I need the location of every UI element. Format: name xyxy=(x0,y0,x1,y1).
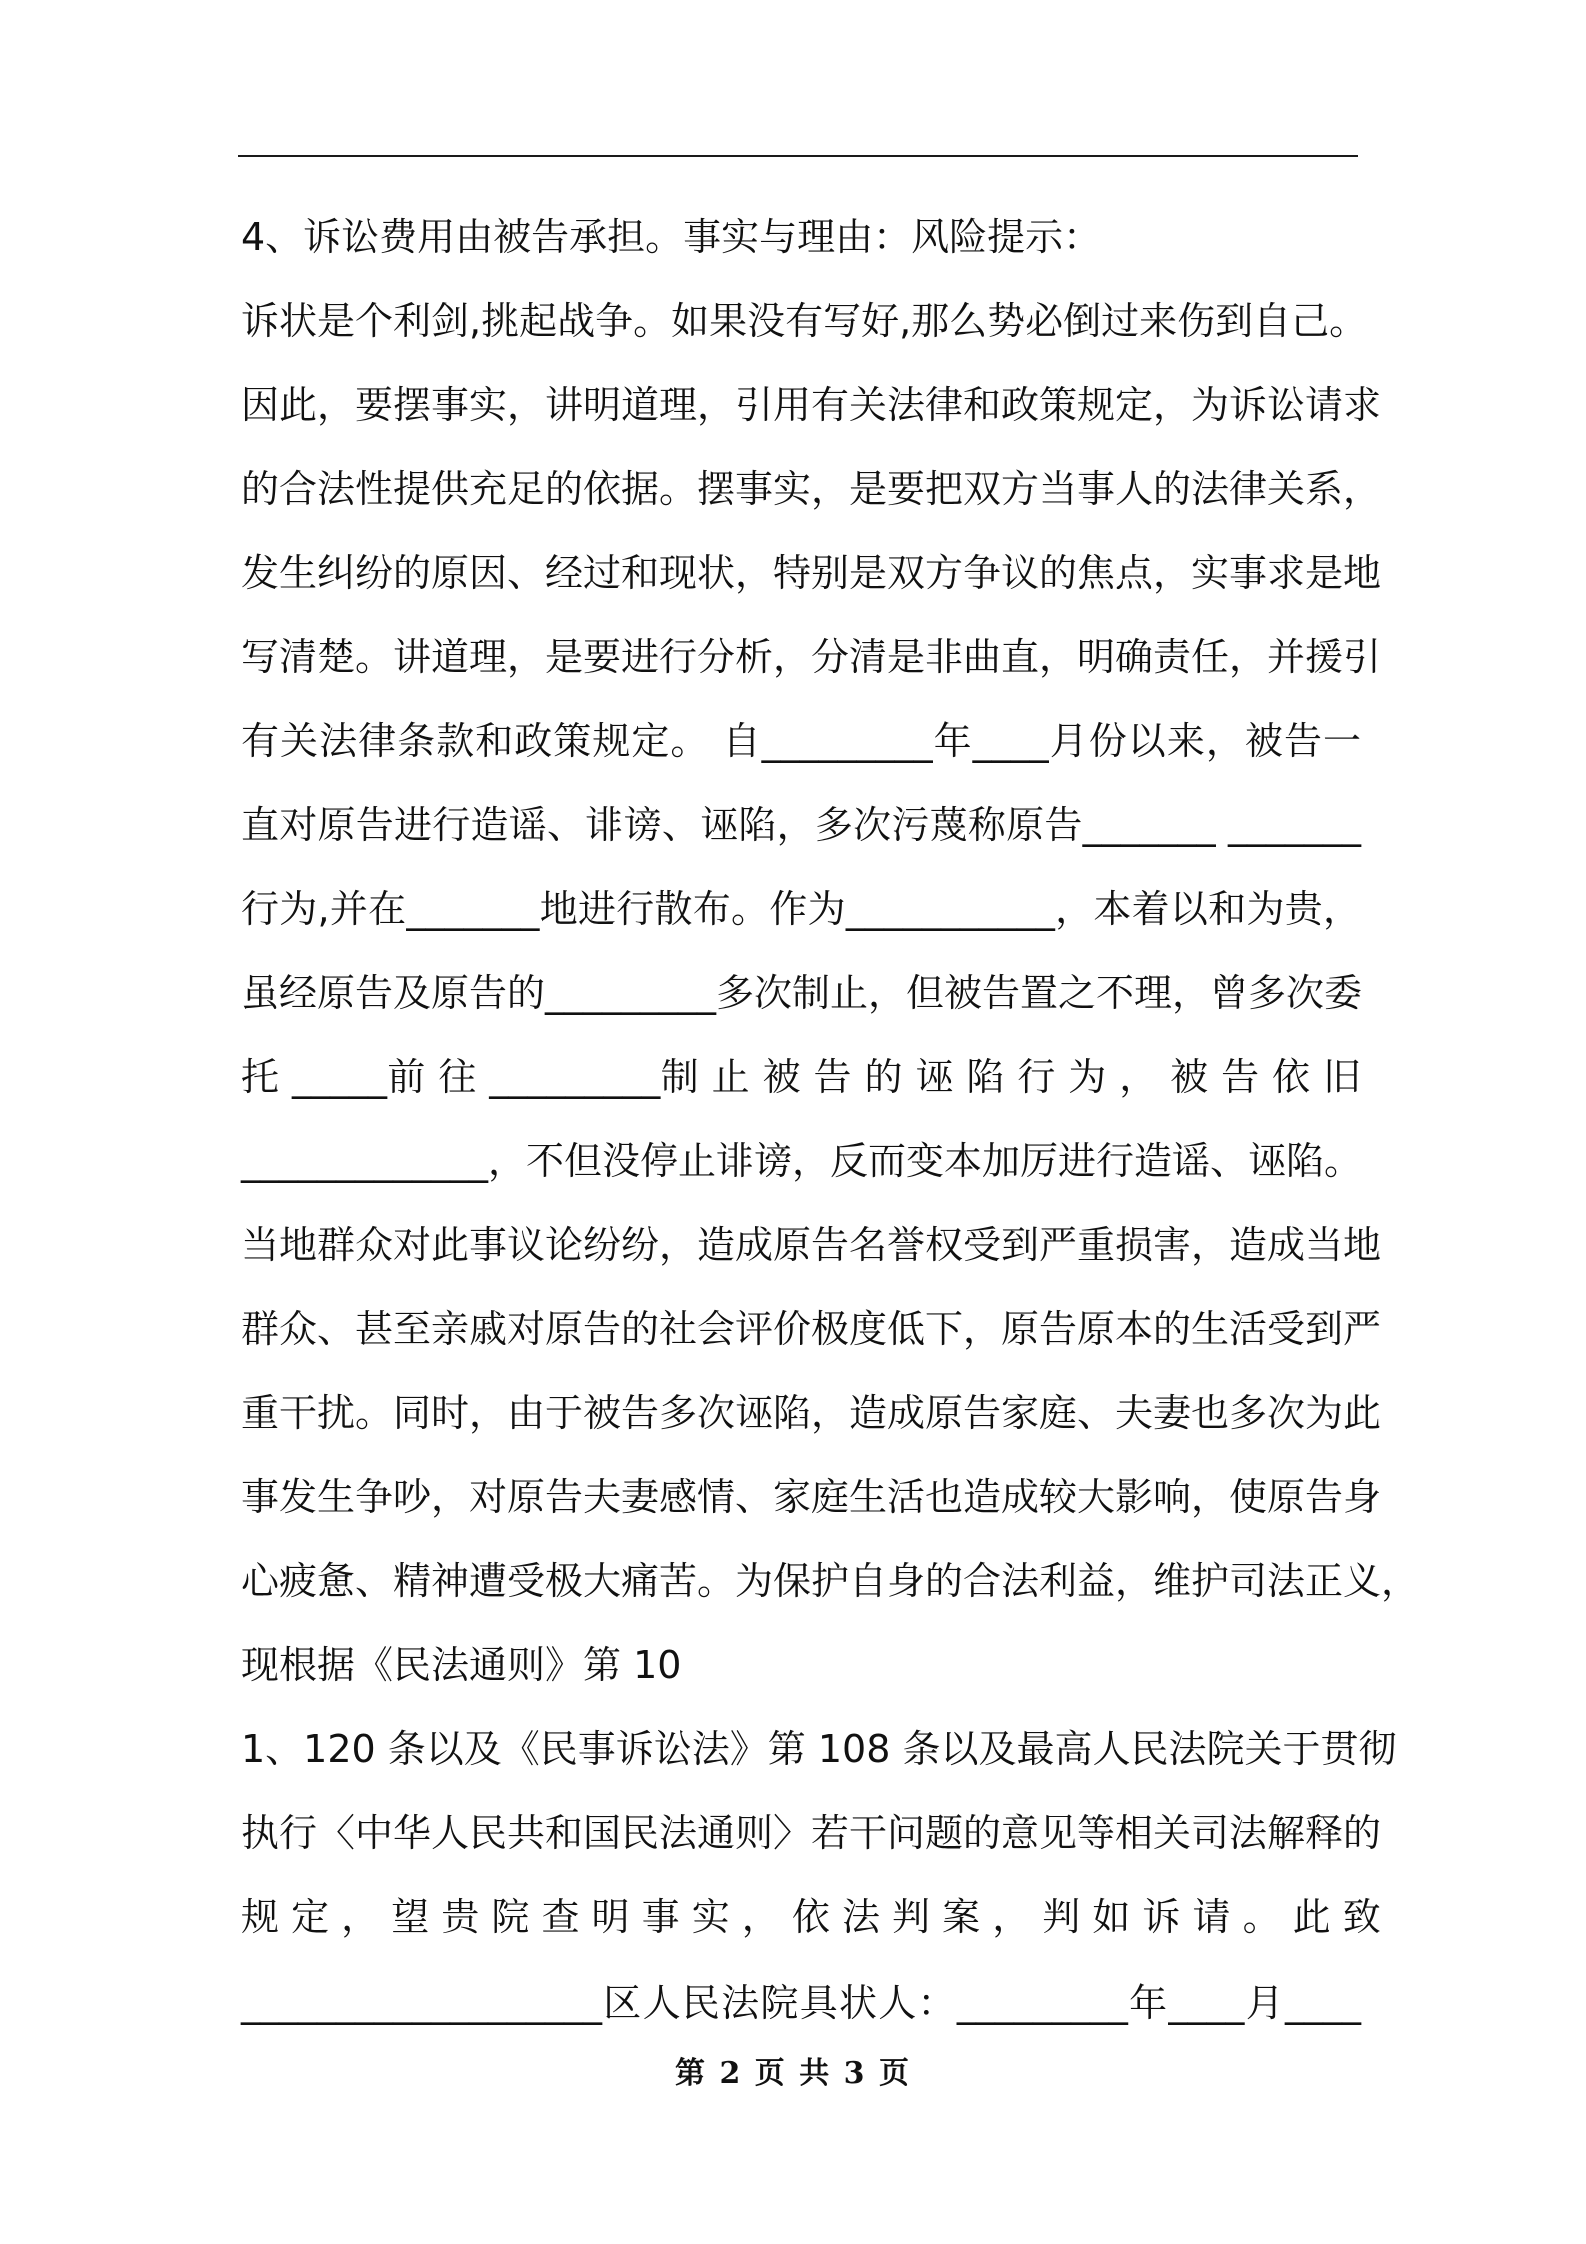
body-line: 4、诉讼费用由被告承担。事实与理由：风险提示： xyxy=(241,215,1102,259)
body-line: 发生纠纷的原因、经过和现状，特别是双方争议的焦点，实事求是地 xyxy=(241,551,1382,595)
body-line: 当地群众对此事议论纷纷，造成原告名誉权受到严重损害，造成当地 xyxy=(241,1223,1382,1267)
body-line: 虽经原告及原告的_________多次制止，但被告置之不理，曾多次委 xyxy=(241,971,1363,1015)
body-line: 执行〈中华人民共和国民法通则〉若干问题的意见等相关司法解释的 xyxy=(241,1811,1382,1855)
body-line: 直对原告进行造谣、诽谤、诬陷，多次污蔑称原告_______ _______ xyxy=(241,803,1361,847)
body-line: 规 定 ， 望 贵 院 查 明 事 实 ， 依 法 判 案 ， 判 如 诉 请 。 此 致 xyxy=(241,1895,1381,1939)
body-line: 重干扰。同时，由于被告多次诬陷，造成原告家庭、夫妻也多次为此 xyxy=(241,1391,1382,1435)
body-line: 诉状是个利剑,挑起战争。如果没有写好,那么势必倒过来伤到自己。 xyxy=(241,299,1368,343)
body-line: _____________，不但没停止诽谤，反而变本加厉进行造谣、诬陷。 xyxy=(241,1139,1363,1183)
body-line: 群众、甚至亲戚对原告的社会评价极度低下，原告原本的生活受到严 xyxy=(241,1307,1382,1351)
body-line: 心疲惫、精神遭受极大痛苦。为保护自身的合法利益，维护司法正义， xyxy=(241,1559,1420,1603)
body-line: 1、120 条以及《民事诉讼法》第 108 条以及最高人民法院关于贯彻 xyxy=(241,1727,1397,1771)
body-line: 事发生争吵，对原告夫妻感情、家庭生活也造成较大影响，使原告身 xyxy=(241,1475,1382,1519)
page-number: 第 2 页 共 3 页 xyxy=(675,2056,911,2091)
body-line: 行为,并在_______地进行散布。作为___________，本着以和为贵， xyxy=(241,887,1361,931)
body-line: 有关法律条款和政策规定。 自_________年____月份以来，被告一 xyxy=(241,719,1361,763)
document-body xyxy=(241,195,1420,2048)
header-rule xyxy=(238,155,1358,157)
body-line: ___________________区人民法院具状人：_________年____月____ xyxy=(241,1981,1361,2025)
body-line: 因此，要摆事实，讲明道理，引用有关法律和政策规定，为诉讼请求 xyxy=(241,383,1382,427)
body-line: 现根据《民法通则》第 10 xyxy=(241,1643,682,1687)
body-line: 写清楚。讲道理，是要进行分析，分清是非曲直，明确责任，并援引 xyxy=(241,635,1382,679)
body-line: 托 _____前 往 _________制 止 被 告 的 诬 陷 行 为 ， 被 告 依 旧 xyxy=(241,1055,1361,1099)
body-line: 的合法性提供充足的依据。摆事实，是要把双方当事人的法律关系， xyxy=(241,467,1382,511)
